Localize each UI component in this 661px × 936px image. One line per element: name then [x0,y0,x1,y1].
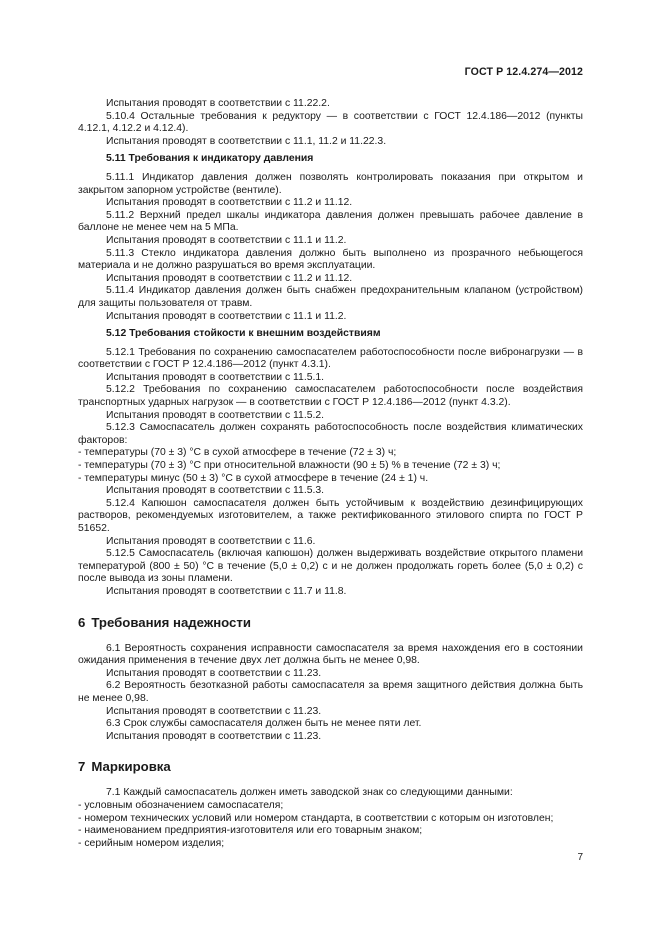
paragraph: Испытания проводят в соответствии с 11.1 и 11.2. [106,234,347,246]
subsection-5-11-heading: 5.11 Требования к индикатору давления [106,153,314,165]
page-body [78,98,583,850]
clause-5-10-4: 5.10.4 Остальные требования к редуктору — в соответствии с ГОСТ 12.4.186—2012 (пункты 4.12.1, 4.12.2 и 4.12.4). [78,110,583,135]
paragraph: Испытания проводят в соответствии с 11.6. [106,535,316,547]
clause-6-3: 6.3 Срок службы самоспасателя должен быть не менее пяти лет. [106,718,422,730]
clause-5-12-2: 5.12.2 Требования по сохранению самоспасателем работоспособности после воздействия транспортных ударных нагрузок — в соответствии с ГОСТ Р 12.4.186—2012 (пункт 4.3.2). [78,384,583,409]
clause-5-11-4: 5.11.4 Индикатор давления должен быть снабжен предохранительным клапаном (устройством) для защиты пользователя от травм. [78,285,583,309]
clause-5-11-2: 5.11.2 Верхний предел шкалы индикатора давления должен превышать рабочее давление в баллоне не менее чем на 5 МПа. [78,209,583,234]
page-number: 7 [577,852,583,863]
clause-7-1: 7.1 Каждый самоспасатель должен иметь заводской знак со следующими данными: [106,787,513,799]
paragraph: Испытания проводят в соответствии с 11.23. [106,730,322,742]
list-item: - номером технических условий или номером стандарта, в соответствии с которым он изготовлен; [78,812,554,824]
section-6-heading [78,615,583,631]
section-number: 7 [78,759,86,775]
document-code-header: ГОСТ Р 12.4.274—2012 [464,66,583,78]
section-title: Маркировка [91,759,171,775]
section-7-heading [78,759,583,775]
list-item: - температуры (70 ± 3) °С при относительной влажности (90 ± 5) % в течение (72 ± 3) ч; [78,460,501,472]
list-item: - температуры минус (50 ± 3) °С в сухой атмосфере в течение (24 ± 1) ч. [78,472,429,484]
clause-5-11-3: 5.11.3 Стекло индикатора давления должно быть выполнено из прозрачного небьющегося материала и не должно разрушаться во время эксплуатации. [78,247,583,272]
paragraph: Испытания проводят в соответствии с 11.5.2. [106,409,325,421]
clause-5-12-5: 5.12.5 Самоспасатель (включая капюшон) должен выдерживать воздействие открытого пламени температурой (800 ± 50) °С в течение (5,0 ± 0,2) с и не должен продолжать гореть более (5,0 ± 0,2) с после вывода из зоны пламени. [78,548,583,585]
paragraph: Испытания проводят в соответствии с 11.5.3. [106,485,325,497]
section-number: 6 [78,614,86,630]
section-title: Требования надежности [91,614,251,630]
paragraph: Испытания проводят в соответствии с 11.1, 11.2 и 11.22.3. [106,135,387,147]
clause-5-12-3: 5.12.3 Самоспасатель должен сохранять работоспособность после воздействия климатических факторов: [78,422,583,446]
clause-6-1: 6.1 Вероятность сохранения исправности самоспасателя за время нахождения его в состоянии ожидания применения в течение двух лет должна быть не менее 0,98. [78,642,583,667]
list-item: - условным обозначением самоспасателя; [78,799,284,811]
clause-5-12-1: 5.12.1 Требования по сохранению самоспасателем работоспособности после вибронагрузки — в соответствии с ГОСТ Р 12.4.186—2012 (пункт 4.3.1). [78,346,583,371]
paragraph: Испытания проводят в соответствии с 11.5.1. [106,371,325,383]
paragraph: Испытания проводят в соответствии с 11.1 и 11.2. [106,310,347,322]
paragraph: Испытания проводят в соответствии с 11.23. [106,667,322,679]
clause-5-11-1: 5.11.1 Индикатор давления должен позволять контролировать показания при открытом и закрытом запорном устройстве (вентиле). [78,171,583,196]
clause-5-12-4: 5.12.4 Капюшон самоспасателя должен быть устойчивым к воздействию дезинфицирующих растворов, рекомендуемых изготовителем, а также ректификованного этилового спирта по ГОСТ Р 51652. [78,497,583,534]
clause-6-2: 6.2 Вероятность безотказной работы самоспасателя за время защитного действия должна быть не менее 0,98. [78,680,583,704]
subsection-5-12-heading: 5.12 Требования стойкости к внешним воздействиям [106,328,381,340]
list-item: - серийным номером изделия; [78,837,225,849]
paragraph: Испытания проводят в соответствии с 11.7 и 11.8. [106,585,347,597]
paragraph: Испытания проводят в соответствии с 11.2 и 11.12. [106,197,353,209]
paragraph: Испытания проводят в соответствии с 11.22.2. [106,98,330,109]
list-item: - наименованием предприятия-изготовителя или его товарным знаком; [78,825,423,837]
list-item: - температуры (70 ± 3) °С в сухой атмосфере в течение (72 ± 3) ч; [78,447,397,459]
paragraph: Испытания проводят в соответствии с 11.2 и 11.12. [106,272,353,284]
paragraph: Испытания проводят в соответствии с 11.23. [106,705,322,717]
